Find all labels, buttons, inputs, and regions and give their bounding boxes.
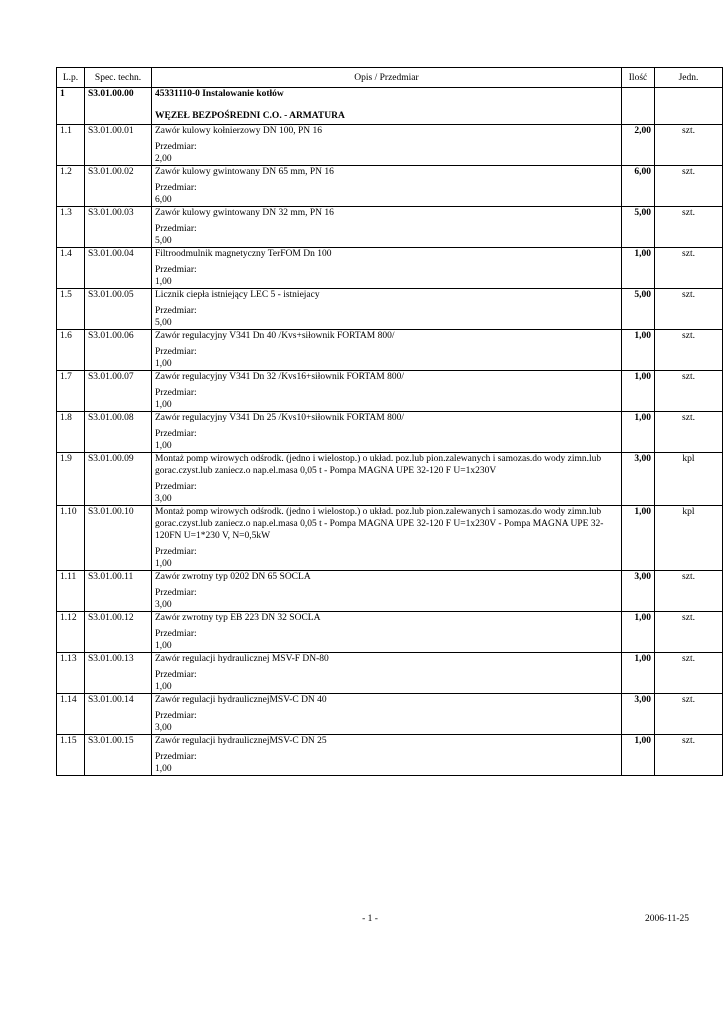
row-spec: S3.01.00.10 bbox=[85, 506, 152, 571]
przedmiar-label: Przedmiar: bbox=[155, 752, 197, 762]
row-ilosc: 1,00 bbox=[622, 653, 655, 694]
table-row bbox=[57, 571, 723, 612]
przedmiar-value: 6,00 bbox=[155, 195, 172, 205]
przedmiar-value: 1,00 bbox=[155, 400, 172, 410]
row-jedn: szt. bbox=[655, 371, 723, 412]
row-spec: S3.01.00.03 bbox=[85, 207, 152, 248]
table-row bbox=[57, 653, 723, 694]
przedmiar-label: Przedmiar: bbox=[155, 547, 197, 557]
przedmiar-label: Przedmiar: bbox=[155, 388, 197, 398]
table-row bbox=[57, 166, 723, 207]
przedmiar-label: Przedmiar: bbox=[155, 711, 197, 721]
przedmiar-value: 5,00 bbox=[155, 236, 172, 246]
row-ilosc: 1,00 bbox=[622, 412, 655, 453]
row-spec: S3.01.00.14 bbox=[85, 694, 152, 735]
row-spec: S3.01.00.07 bbox=[85, 371, 152, 412]
row-jedn: szt. bbox=[655, 125, 723, 166]
row-spec: S3.01.00.15 bbox=[85, 735, 152, 776]
przedmiar-value: 1,00 bbox=[155, 559, 172, 569]
przedmiar-value: 1,00 bbox=[155, 277, 172, 287]
row-jedn: szt. bbox=[655, 248, 723, 289]
row-description-cell bbox=[152, 166, 622, 207]
table-row bbox=[57, 125, 723, 166]
row-spec: S3.01.00.06 bbox=[85, 330, 152, 371]
row-description: Zawór kulowy kołnierzowy DN 100, PN 16 bbox=[155, 126, 323, 136]
header-ilosc: Ilość bbox=[622, 68, 655, 88]
group-title: 45331110-0 Instalowanie kotłów bbox=[155, 89, 284, 99]
row-description-cell bbox=[152, 412, 622, 453]
row-lp: 1.15 bbox=[57, 735, 85, 776]
row-description: Zawór regulacyjny V341 Dn 40 /Kvs+siłownik FORTAM 800/ bbox=[155, 331, 395, 341]
row-jedn: szt. bbox=[655, 330, 723, 371]
przedmiar-label: Przedmiar: bbox=[155, 183, 197, 193]
przedmiar-label: Przedmiar: bbox=[155, 265, 197, 275]
row-spec: S3.01.00.02 bbox=[85, 166, 152, 207]
row-ilosc: 1,00 bbox=[622, 248, 655, 289]
row-ilosc: 1,00 bbox=[622, 371, 655, 412]
przedmiar-label: Przedmiar: bbox=[155, 224, 197, 234]
row-description-cell bbox=[152, 330, 622, 371]
table-row bbox=[57, 412, 723, 453]
header-opis: Opis / Przedmiar bbox=[152, 68, 622, 88]
page-number: - 1 - bbox=[362, 914, 378, 924]
row-lp: 1.14 bbox=[57, 694, 85, 735]
table-header-row bbox=[57, 68, 723, 88]
row-jedn: szt. bbox=[655, 289, 723, 330]
row-jedn: kpl bbox=[655, 506, 723, 571]
row-ilosc: 6,00 bbox=[622, 166, 655, 207]
przedmiar-value: 2,00 bbox=[155, 154, 172, 164]
row-spec: S3.01.00.05 bbox=[85, 289, 152, 330]
row-ilosc: 3,00 bbox=[622, 694, 655, 735]
row-description-cell bbox=[152, 207, 622, 248]
przedmiar-value: 3,00 bbox=[155, 600, 172, 610]
header-lp: L.p. bbox=[57, 68, 85, 88]
przedmiar-value: 1,00 bbox=[155, 641, 172, 651]
row-lp: 1.5 bbox=[57, 289, 85, 330]
row-description: Filtroodmulnik magnetyczny TerFOM Dn 100 bbox=[155, 249, 332, 259]
table-row bbox=[57, 506, 723, 571]
specification-table bbox=[56, 67, 723, 776]
row-description-cell bbox=[152, 653, 622, 694]
row-description-cell bbox=[152, 453, 622, 506]
row-ilosc: 1,00 bbox=[622, 612, 655, 653]
table-row bbox=[57, 289, 723, 330]
group-subtitle: WĘZEŁ BEZPOŚREDNI C.O. - ARMATURA bbox=[155, 111, 345, 121]
table-row bbox=[57, 330, 723, 371]
row-ilosc: 3,00 bbox=[622, 453, 655, 506]
row-ilosc: 2,00 bbox=[622, 125, 655, 166]
table-row bbox=[57, 694, 723, 735]
row-lp: 1.13 bbox=[57, 653, 85, 694]
row-lp: 1.3 bbox=[57, 207, 85, 248]
row-description: Zawór zwrotny typ EB 223 DN 32 SOCLA bbox=[155, 613, 321, 623]
row-lp: 1.7 bbox=[57, 371, 85, 412]
row-spec: S3.01.00.13 bbox=[85, 653, 152, 694]
przedmiar-value: 3,00 bbox=[155, 494, 172, 504]
row-ilosc: 1,00 bbox=[622, 735, 655, 776]
table-row bbox=[57, 207, 723, 248]
przedmiar-label: Przedmiar: bbox=[155, 347, 197, 357]
row-lp: 1.2 bbox=[57, 166, 85, 207]
group-ilosc bbox=[622, 88, 655, 125]
row-description-cell bbox=[152, 506, 622, 571]
row-description: Zawór regulacji hydraulicznejMSV-C DN 25 bbox=[155, 736, 327, 746]
row-description-cell bbox=[152, 571, 622, 612]
row-description-cell bbox=[152, 125, 622, 166]
row-spec: S3.01.00.08 bbox=[85, 412, 152, 453]
table-row bbox=[57, 735, 723, 776]
row-description-cell bbox=[152, 289, 622, 330]
table-row bbox=[57, 248, 723, 289]
przedmiar-value: 3,00 bbox=[155, 723, 172, 733]
row-lp: 1.1 bbox=[57, 125, 85, 166]
row-jedn: szt. bbox=[655, 735, 723, 776]
group-description bbox=[152, 88, 622, 125]
row-jedn: szt. bbox=[655, 694, 723, 735]
table-row bbox=[57, 371, 723, 412]
row-jedn: szt. bbox=[655, 166, 723, 207]
group-spec: S3.01.00.00 bbox=[85, 88, 152, 125]
row-ilosc: 5,00 bbox=[622, 207, 655, 248]
footer-date: 2006-11-25 bbox=[645, 914, 689, 924]
przedmiar-label: Przedmiar: bbox=[155, 482, 197, 492]
przedmiar-label: Przedmiar: bbox=[155, 306, 197, 316]
row-description-cell bbox=[152, 694, 622, 735]
row-jedn: szt. bbox=[655, 412, 723, 453]
row-description: Licznik ciepła istniejący LEC 5 - istniejacy bbox=[155, 290, 320, 300]
row-description: Zawór kulowy gwintowany DN 32 mm, PN 16 bbox=[155, 208, 334, 218]
row-description: Montaż pomp wirowych odśrodk. (jedno i wielostop.) o układ. poz.lub pion.zalewanych i samozas.do wody zimn.lub gorac.czyst.lub zaniecz.o nap.el.masa 0,05 t - Pompa MAGNA UPE 32-120 F U=1x230V - Pompa MAGNA UPE 32-120FN U=1*230 V, N=0,5kW bbox=[155, 507, 604, 541]
group-row bbox=[57, 88, 723, 125]
przedmiar-label: Przedmiar: bbox=[155, 670, 197, 680]
row-description: Zawór regulacji hydraulicznej MSV-F DN-80 bbox=[155, 654, 329, 664]
table-row bbox=[57, 612, 723, 653]
row-spec: S3.01.00.09 bbox=[85, 453, 152, 506]
row-lp: 1.6 bbox=[57, 330, 85, 371]
row-lp: 1.10 bbox=[57, 506, 85, 571]
row-jedn: kpl bbox=[655, 453, 723, 506]
row-ilosc: 1,00 bbox=[622, 506, 655, 571]
row-lp: 1.11 bbox=[57, 571, 85, 612]
row-spec: S3.01.00.11 bbox=[85, 571, 152, 612]
row-description: Zawór regulacyjny V341 Dn 32 /Kvs16+siłownik FORTAM 800/ bbox=[155, 372, 404, 382]
przedmiar-value: 5,00 bbox=[155, 318, 172, 328]
group-lp: 1 bbox=[57, 88, 85, 125]
row-spec: S3.01.00.01 bbox=[85, 125, 152, 166]
row-ilosc: 5,00 bbox=[622, 289, 655, 330]
row-lp: 1.4 bbox=[57, 248, 85, 289]
row-lp: 1.12 bbox=[57, 612, 85, 653]
row-spec: S3.01.00.12 bbox=[85, 612, 152, 653]
row-ilosc: 1,00 bbox=[622, 330, 655, 371]
row-ilosc: 3,00 bbox=[622, 571, 655, 612]
przedmiar-value: 1,00 bbox=[155, 682, 172, 692]
row-jedn: szt. bbox=[655, 653, 723, 694]
row-spec: S3.01.00.04 bbox=[85, 248, 152, 289]
row-description-cell bbox=[152, 735, 622, 776]
przedmiar-label: Przedmiar: bbox=[155, 629, 197, 639]
row-description-cell bbox=[152, 248, 622, 289]
row-jedn: szt. bbox=[655, 571, 723, 612]
row-description: Zawór regulacyjny V341 Dn 25 /Kvs10+siłownik FORTAM 800/ bbox=[155, 413, 404, 423]
row-lp: 1.9 bbox=[57, 453, 85, 506]
row-description: Montaż pomp wirowych odśrodk. (jedno i wielostop.) o układ. poz.lub pion.zalewanych i samozas.do wody zimn.lub gorac.czyst.lub zaniecz.o nap.el.masa 0,05 t - Pompa MAGNA UPE 32-120 F U=1x230V bbox=[155, 454, 602, 476]
group-jedn bbox=[655, 88, 723, 125]
row-jedn: szt. bbox=[655, 612, 723, 653]
row-description: Zawór zwrotny typ 0202 DN 65 SOCLA bbox=[155, 572, 311, 582]
table-row bbox=[57, 453, 723, 506]
header-jedn: Jedn. bbox=[655, 68, 723, 88]
row-description-cell bbox=[152, 371, 622, 412]
przedmiar-label: Przedmiar: bbox=[155, 142, 197, 152]
przedmiar-value: 1,00 bbox=[155, 441, 172, 451]
header-spec: Spec. techn. bbox=[85, 68, 152, 88]
przedmiar-label: Przedmiar: bbox=[155, 588, 197, 598]
przedmiar-value: 1,00 bbox=[155, 764, 172, 774]
przedmiar-value: 1,00 bbox=[155, 359, 172, 369]
row-description-cell bbox=[152, 612, 622, 653]
przedmiar-label: Przedmiar: bbox=[155, 429, 197, 439]
row-description: Zawór regulacji hydraulicznejMSV-C DN 40 bbox=[155, 695, 327, 705]
row-lp: 1.8 bbox=[57, 412, 85, 453]
row-jedn: szt. bbox=[655, 207, 723, 248]
row-description: Zawór kulowy gwintowany DN 65 mm, PN 16 bbox=[155, 167, 334, 177]
